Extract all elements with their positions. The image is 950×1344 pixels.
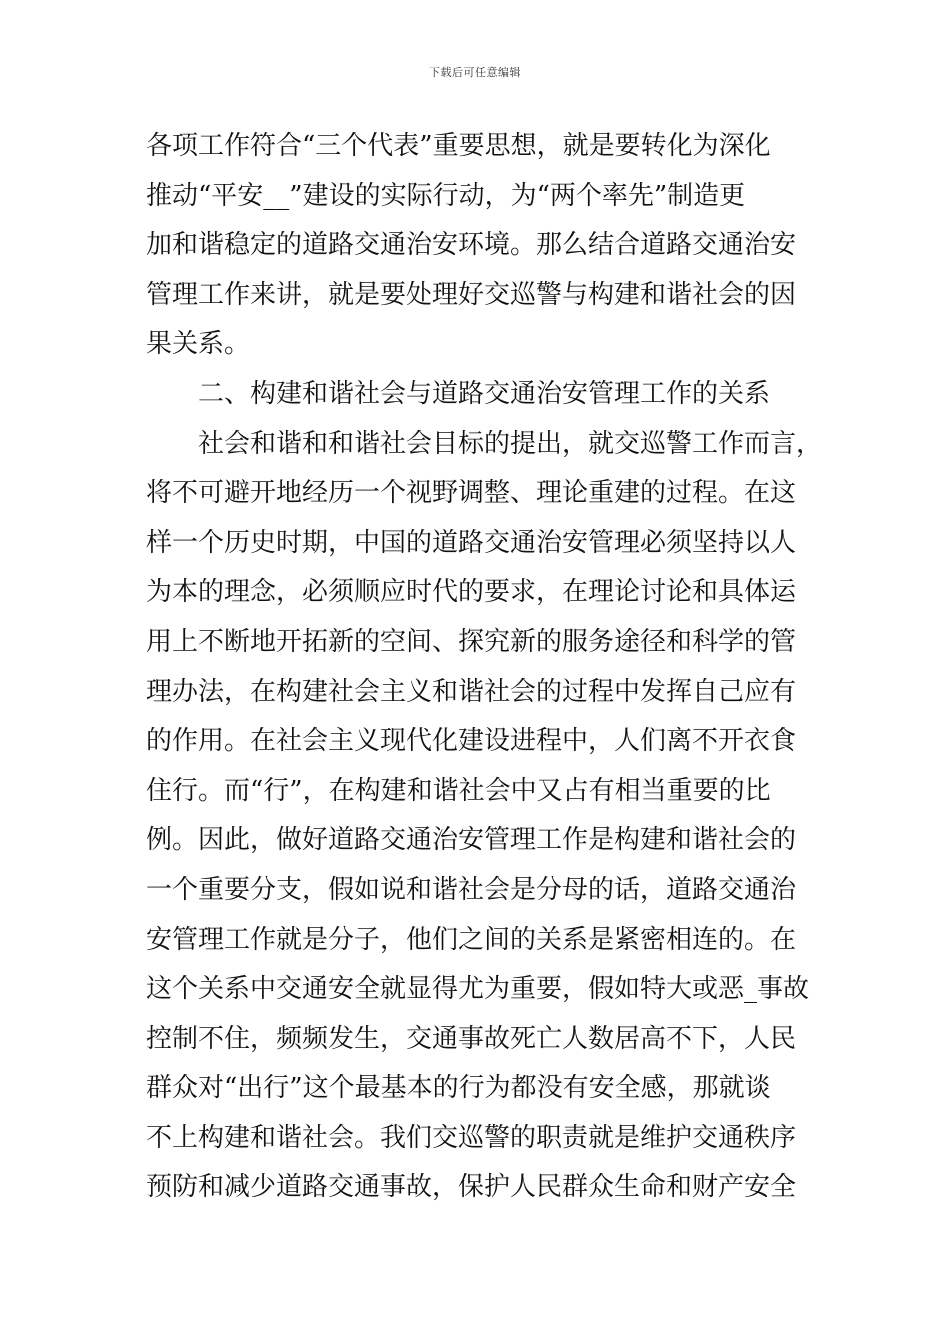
page-header: 下载后可任意编辑 (429, 66, 521, 79)
body-line: 预防和减少道路交通事故，保护人民群众生命和财产安全 (146, 1172, 797, 1203)
body-line: 一个重要分支，假如说和谐社会是分母的话，道路交通治 (146, 874, 797, 905)
body-line: 住行。而“行”，在构建和谐社会中又占有相当重要的比 (146, 775, 771, 806)
body-line: 将不可避开地经历一个视野调整、理论重建的过程。在这 (146, 478, 797, 509)
body-line: 为本的理念，必须顺应时代的要求，在理论讨论和具体运 (146, 577, 797, 608)
body-line: 这个关系中交通安全就显得尤为重要，假如特大或恶_事故 (146, 974, 810, 1005)
body-line: 各项工作符合“三个代表”重要思想，就是要转化为深化 (146, 131, 771, 161)
body-line: 推动“平安__”建设的实际行动，为“两个率先”制造更 (146, 180, 746, 211)
document-body (146, 122, 826, 1213)
body-line: 样一个历史时期，中国的道路交通治安管理必须坚持以人 (146, 527, 797, 558)
body-line: 例。因此，做好道路交通治安管理工作是构建和谐社会的 (146, 825, 797, 856)
body-line: 控制不住，频频发生，交通事故死亡人数居高不下，人民 (146, 1023, 797, 1054)
body-line: 管理工作来讲，就是要处理好交巡警与构建和谐社会的因 (146, 279, 797, 310)
body-line: 不上构建和谐社会。我们交巡警的职责就是维护交通秩序 (146, 1122, 797, 1153)
body-line: 理办法，在构建社会主义和谐社会的过程中发挥自己应有 (146, 676, 797, 707)
body-line: 群众对“出行”这个最基本的行为都没有安全感，那就谈 (146, 1073, 771, 1104)
section-heading: 二、构建和谐社会与道路交通治安管理工作的关系 (146, 378, 771, 409)
body-line: 社会和谐和和谐社会目标的提出，就交巡警工作而言， (146, 428, 823, 459)
body-line: 加和谐稳定的道路交通治安环境。那么结合道路交通治安 (146, 230, 797, 261)
body-line: 安管理工作就是分子，他们之间的关系是紧密相连的。在 (146, 924, 797, 955)
body-line: 果关系。 (146, 329, 251, 360)
body-line: 用上不断地开拓新的空间、探究新的服务途径和科学的管 (146, 626, 797, 657)
body-line: 的作用。在社会主义现代化建设进程中，人们离不开衣食 (146, 726, 797, 757)
